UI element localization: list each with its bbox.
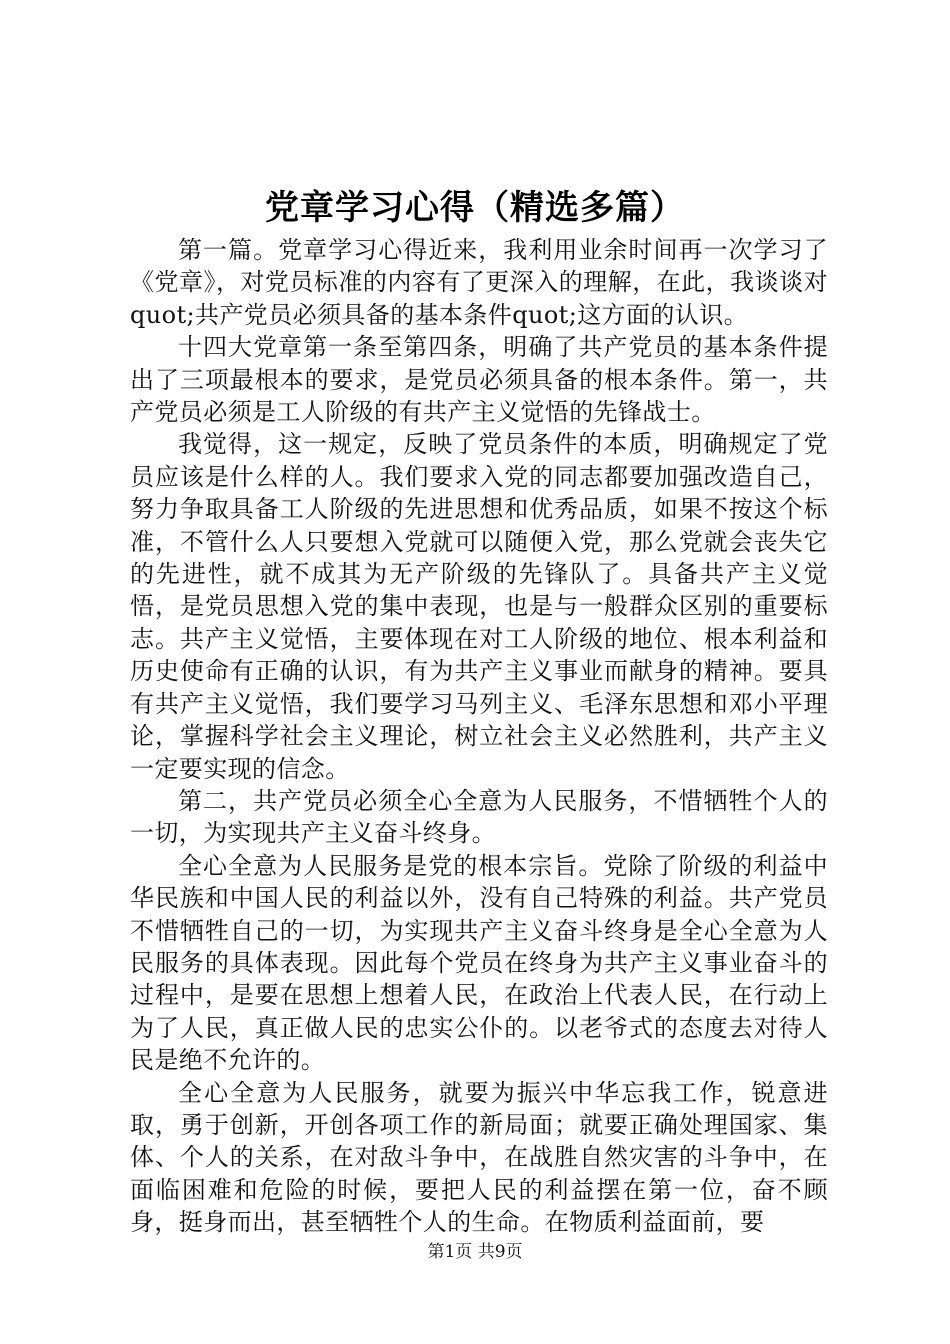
paragraph: 十四大党章第一条至第四条，明确了共产党员的基本条件提出了三项最根本的要求，是党员必须具备的根本条件。第一，共产党员必须是工人阶级的有共产主义觉悟的先锋战士。: [130, 333, 828, 427]
paragraph: 第一篇。党章学习心得近来，我利用业余时间再一次学习了《党章》，对党员标准的内容有了更深入的理解，在此，我谈谈对quot;共产党员必须具备的基本条件quot;这方面的认识。: [130, 236, 828, 329]
paragraph: 我觉得，这一规定，反映了党员条件的本质，明确规定了党员应该是什么样的人。我们要求入党的同志都要加强改造自己，努力争取具备工人阶级的先进思想和优秀品质，如果不按这个标准，不管什么人只要想入党就可以随便入党，那么党就会丧失它的先进性，就不成其为无产阶级的先锋队了。具备共产主义觉悟，是党员思想入党的集中表现，也是与一般群众区别的重要标志。共产主义觉悟，主要体现在对工人阶级的地位、根本利益和历史使命有正确的认识，有为共产主义事业而献身的精神。要具有共产主义觉悟，我们要学习马列主义、毛泽东思想和邓小平理论，掌握科学社会主义理论，树立社会主义必然胜利，共产主义一定要实现的信念。: [130, 430, 828, 783]
paragraph: 全心全意为人民服务，就要为振兴中华忘我工作，锐意进取，勇于创新，开创各项工作的新局面；就要正确处理国家、集体、个人的关系，在对敌斗争中，在战胜自然灾害的斗争中，在面临困难和危险的时候，要把人民的利益摆在第一位，奋不顾身，挺身而出，甚至牺牲个人的生命。在物质利益面前，要: [130, 1078, 828, 1237]
paragraph: 全心全意为人民服务是党的根本宗旨。党除了阶级的利益中华民族和中国人民的利益以外，没有自己特殊的利益。共产党员不惜牺牲自己的一切，为实现共产主义奋斗终身是全心全意为人民服务的具体表现。因此每个党员在终身为共产主义事业奋斗的过程中，是要在思想上想着人民，在政治上代表人民，在行动上为了人民，真正做人民的忠实公仆的。以老爷式的态度去对待人民是绝不允许的。: [130, 851, 828, 1075]
page-footer: 第1页 共9页: [427, 1242, 523, 1262]
paragraph: 第二，共产党员必须全心全意为人民服务，不惜牺牲个人的一切，为实现共产主义奋斗终身。: [130, 786, 828, 848]
document-body: [130, 234, 828, 1239]
document-title: 党章学习心得（精选多篇）: [265, 188, 685, 228]
